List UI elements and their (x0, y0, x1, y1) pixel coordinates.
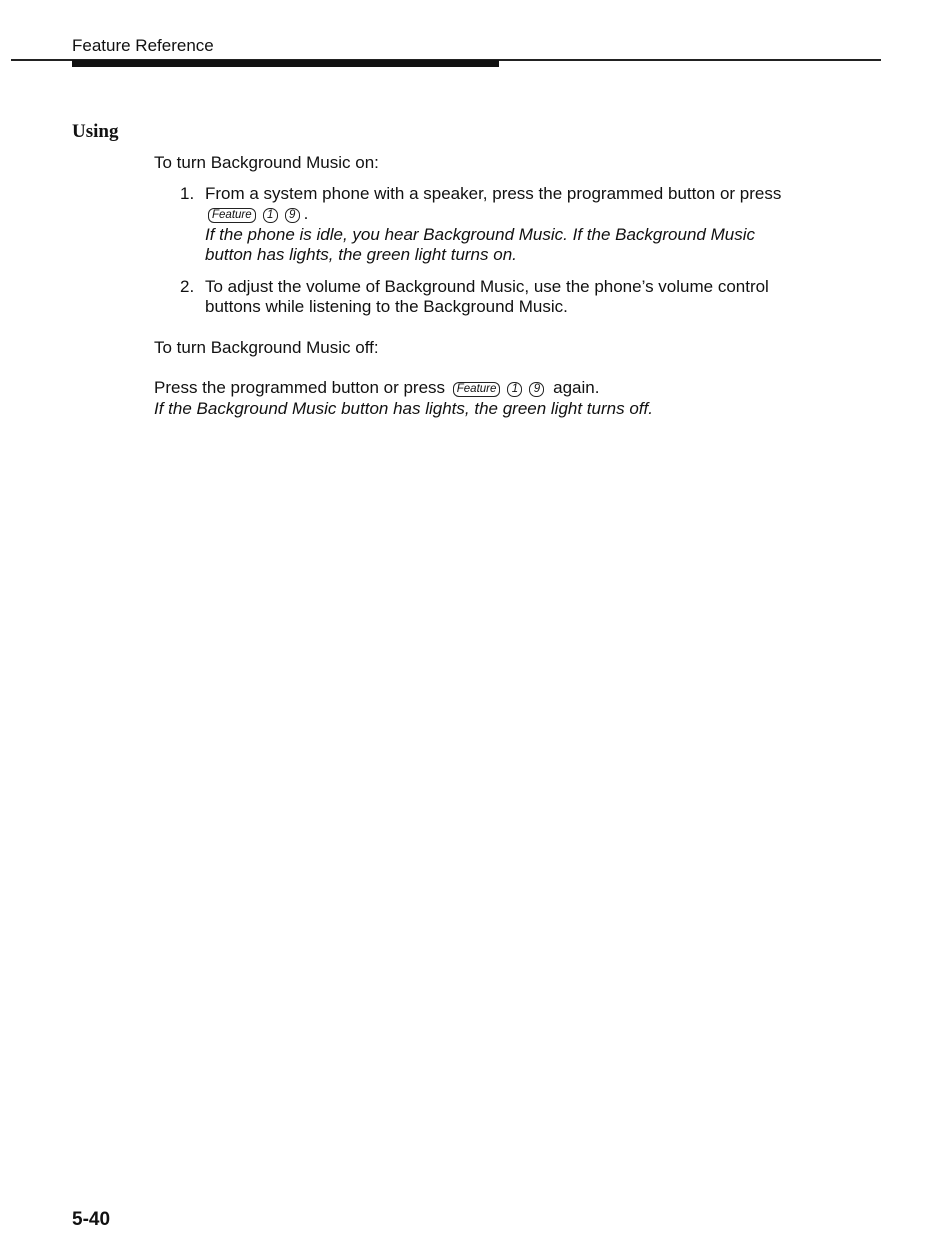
step-result: If the phone is idle, you hear Background Music. If the Background Music button has lights, the green light turns on. (205, 224, 755, 264)
off-instruction-text: Press the programmed button or press (154, 378, 446, 397)
intro-off-text: To turn Background Music off: (154, 337, 379, 357)
header-bar (72, 60, 499, 67)
steps-list (154, 184, 794, 318)
digit-1-key-icon: 1 (507, 382, 522, 397)
section-heading: Using (72, 121, 119, 142)
off-result: If the Background Music button has lights, the green light turns off. (154, 398, 653, 418)
step-number: 1. (180, 183, 195, 203)
list-item (154, 277, 794, 318)
off-instruction (154, 378, 794, 399)
off-instruction-suffix: again. (553, 378, 600, 397)
list-item (154, 184, 794, 266)
step-number: 2. (180, 276, 195, 296)
running-header-title: Feature Reference (72, 36, 214, 55)
step-punctuation: . (303, 204, 309, 223)
digit-1-key-icon: 1 (263, 208, 278, 223)
intro-on-text: To turn Background Music on: (154, 153, 379, 172)
step-text: From a system phone with a speaker, press the programmed button or press (205, 183, 782, 203)
digit-9-key-icon: 9 (285, 208, 300, 223)
digit-9-key-icon: 9 (529, 382, 544, 397)
feature-key-icon: Feature (453, 382, 501, 397)
step-text: To adjust the volume of Background Music, use the phone’s volume control buttons while listening to the Background Music. (205, 276, 769, 316)
section-body (154, 153, 794, 419)
feature-key-icon: Feature (208, 208, 256, 223)
page-number: 5-40 (72, 1209, 111, 1230)
